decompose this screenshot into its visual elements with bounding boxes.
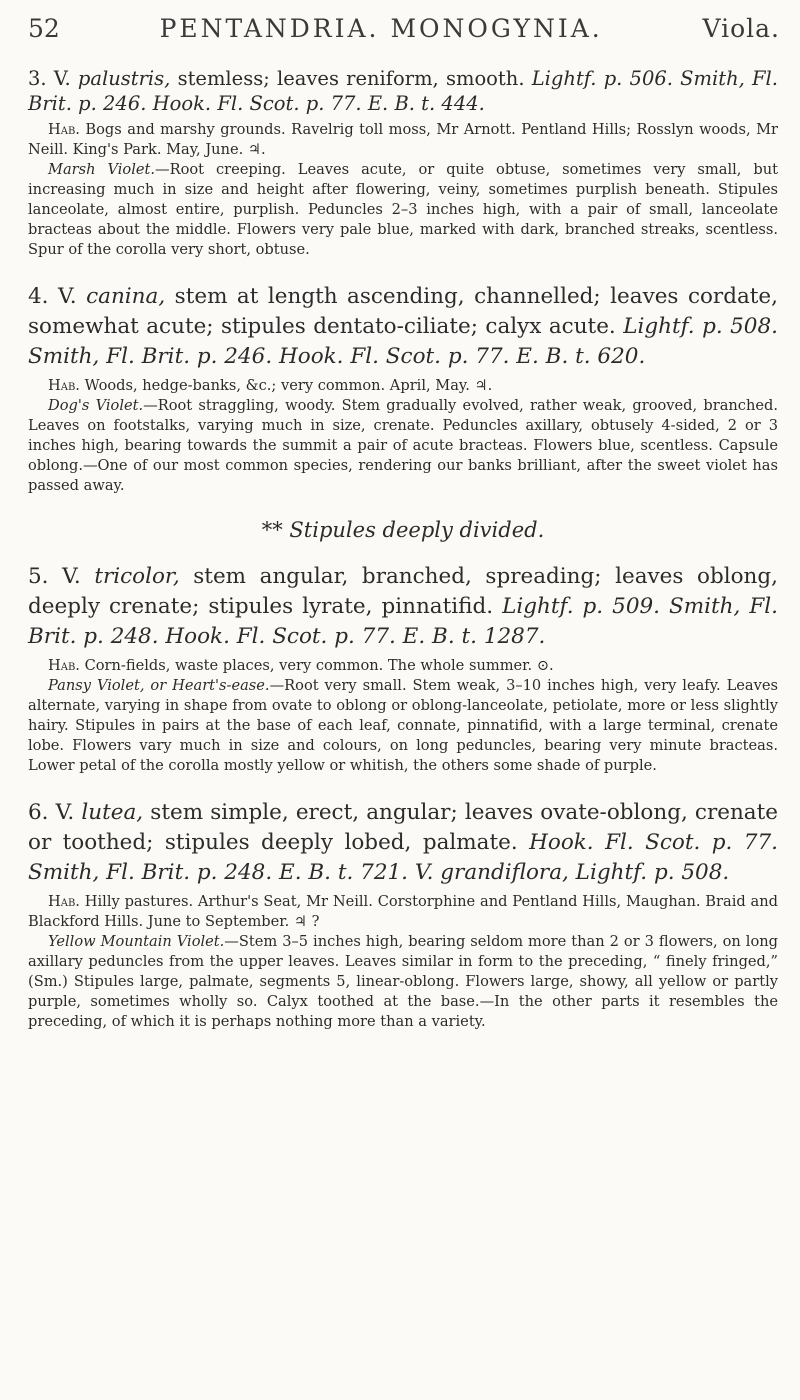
species-entry xyxy=(28,562,778,776)
references: Hook. Fl. Scot. p. 77. Smith, Fl. Brit. p. 248. E. B. t. 721. V. grandiflora, Lightf. p. 508. xyxy=(28,830,778,885)
genus-abbr: V. xyxy=(55,800,75,825)
page-body xyxy=(28,66,778,1054)
habitat xyxy=(28,376,778,396)
genus-abbr: V. xyxy=(53,67,71,90)
species-name: tricolor, xyxy=(94,564,180,589)
hab-text: Woods, hedge-banks, &c.; very common. April, May. ♃. xyxy=(84,377,493,394)
description-text: —Stem 3–5 inches high, bearing seldom more than 2 or 3 flowers, on long axillary peduncles from the upper leaves. Leaves similar in form to the preceding, “ finely fringed,” (Sm.) Stipules large, palmate, segments 5, linear-oblong. Flowers large, showy, all yellow or partly purple, sometimes wholly so. Calyx toothed at the base.—In the other parts it resembles the preceding, of which it is perhaps nothing more than a variety. xyxy=(28,933,778,1030)
habitat xyxy=(28,120,778,160)
hab-text: Bogs and marshy grounds. Ravelrig toll moss, Mr Arnott. Pentland Hills; Rosslyn woods, Mr Neill. King's Park. May, June. ♃. xyxy=(28,121,778,158)
entry-number: 4. xyxy=(28,284,49,309)
common-name: Marsh Violet. xyxy=(48,161,156,178)
description xyxy=(28,160,778,260)
common-name: Dog's Violet. xyxy=(48,397,144,414)
diagnosis-text: stem angular, branched, spreading; leaves oblong, deeply crenate; stipules lyrate, pinnatifid. xyxy=(28,564,778,619)
page-number: 52 xyxy=(28,14,60,43)
hab-text: Corn-fields, waste places, very common. The whole summer. ⊙. xyxy=(84,657,554,674)
description xyxy=(28,932,778,1032)
entry-number: 5. xyxy=(28,564,49,589)
habitat xyxy=(28,656,778,676)
entry-number: 3. xyxy=(28,67,47,90)
species-entry xyxy=(28,798,778,1032)
species-entry xyxy=(28,66,778,260)
running-genus: Viola. xyxy=(702,14,780,43)
section-heading: ** Stipules deeply divided. xyxy=(261,518,545,542)
species-name: palustris, xyxy=(77,67,171,90)
description xyxy=(28,396,778,496)
description-text: —Root very small. Stem weak, 3–10 inches high, very leafy. Leaves alternate, varying in shape from ovate to oblong or oblong-lanceolate, petiolate, more or less slightly hairy. Stipules in pairs at the base of each leaf, connate, pinnatifid, with a large terminal, crenate lobe. Flowers vary much in size and colours, on long peduncles, bearing very minute bracteas. Lower petal of the corolla mostly yellow or whitish, the others some shade of purple. xyxy=(28,677,778,774)
species-name: canina, xyxy=(86,284,166,309)
hab-text: Hilly pastures. Arthur's Seat, Mr Neill. Corstorphine and Pentland Hills, Maughan. Braid and Blackford Hills. June to September. ♃ ? xyxy=(28,893,778,930)
common-name: Yellow Mountain Violet. xyxy=(48,933,225,950)
running-header xyxy=(28,14,780,50)
description-text: —Root creeping. Leaves acute, or quite obtuse, sometimes very small, but increasing much in size and height after flowering, veiny, sometimes purplish beneath. Stipules lanceolate, almost entire, purplish. Peduncles 2–3 inches high, with a pair of small, lanceolate bracteas about the middle. Flowers very pale blue, marked with dark, branched streaks, scentless. Spur of the corolla very short, obtuse. xyxy=(28,161,778,258)
common-name: Pansy Violet, or Heart's-ease. xyxy=(48,677,270,694)
hab-label: Hab. xyxy=(48,377,80,394)
diagnosis-text: stem at length ascending, channelled; leaves cordate, somewhat acute; stipules dentato-ciliate; calyx acute. xyxy=(28,284,778,339)
species-name: lutea, xyxy=(81,800,144,825)
habitat xyxy=(28,892,778,932)
genus-abbr: V. xyxy=(58,284,77,309)
species-diagnosis xyxy=(28,66,778,116)
running-title: PENTANDRIA. MONOGYNIA. xyxy=(159,14,603,43)
diagnosis-text: stemless; leaves reniform, smooth. xyxy=(177,67,525,90)
hab-label: Hab. xyxy=(48,893,80,910)
hab-label: Hab. xyxy=(48,121,80,138)
hab-label: Hab. xyxy=(48,657,80,674)
references: Lightf. p. 508. Smith, Fl. Brit. p. 246. Hook. Fl. Scot. p. 77. E. B. t. 620. xyxy=(28,314,778,369)
species-diagnosis xyxy=(28,282,778,372)
species-diagnosis xyxy=(28,798,778,888)
species-entry xyxy=(28,282,778,496)
description-text: —Root straggling, woody. Stem gradually evolved, rather weak, grooved, branched. Leaves on footstalks, varying much in size, crenate. Peduncles axillary, obtusely 4-sided, 2 or 3 inches high, bearing towards the summit a pair of acute bracteas. Flowers blue, scentless. Capsule oblong.—One of our most common species, rendering our banks brilliant, after the sweet violet has passed away. xyxy=(28,397,778,494)
entry-number: 6. xyxy=(28,800,49,825)
description xyxy=(28,676,778,776)
species-diagnosis xyxy=(28,562,778,652)
genus-abbr: V. xyxy=(62,564,81,589)
references: Lightf. p. 506. Smith, Fl. Brit. p. 246. Hook. Fl. Scot. p. 77. E. B. t. 444. xyxy=(28,67,778,115)
references: Lightf. p. 509. Smith, Fl. Brit. p. 248. Hook. Fl. Scot. p. 77. E. B. t. 1287. xyxy=(28,594,778,649)
diagnosis-text: stem simple, erect, angular; leaves ovate-oblong, crenate or toothed; stipules deeply lobed, palmate. xyxy=(28,800,778,855)
